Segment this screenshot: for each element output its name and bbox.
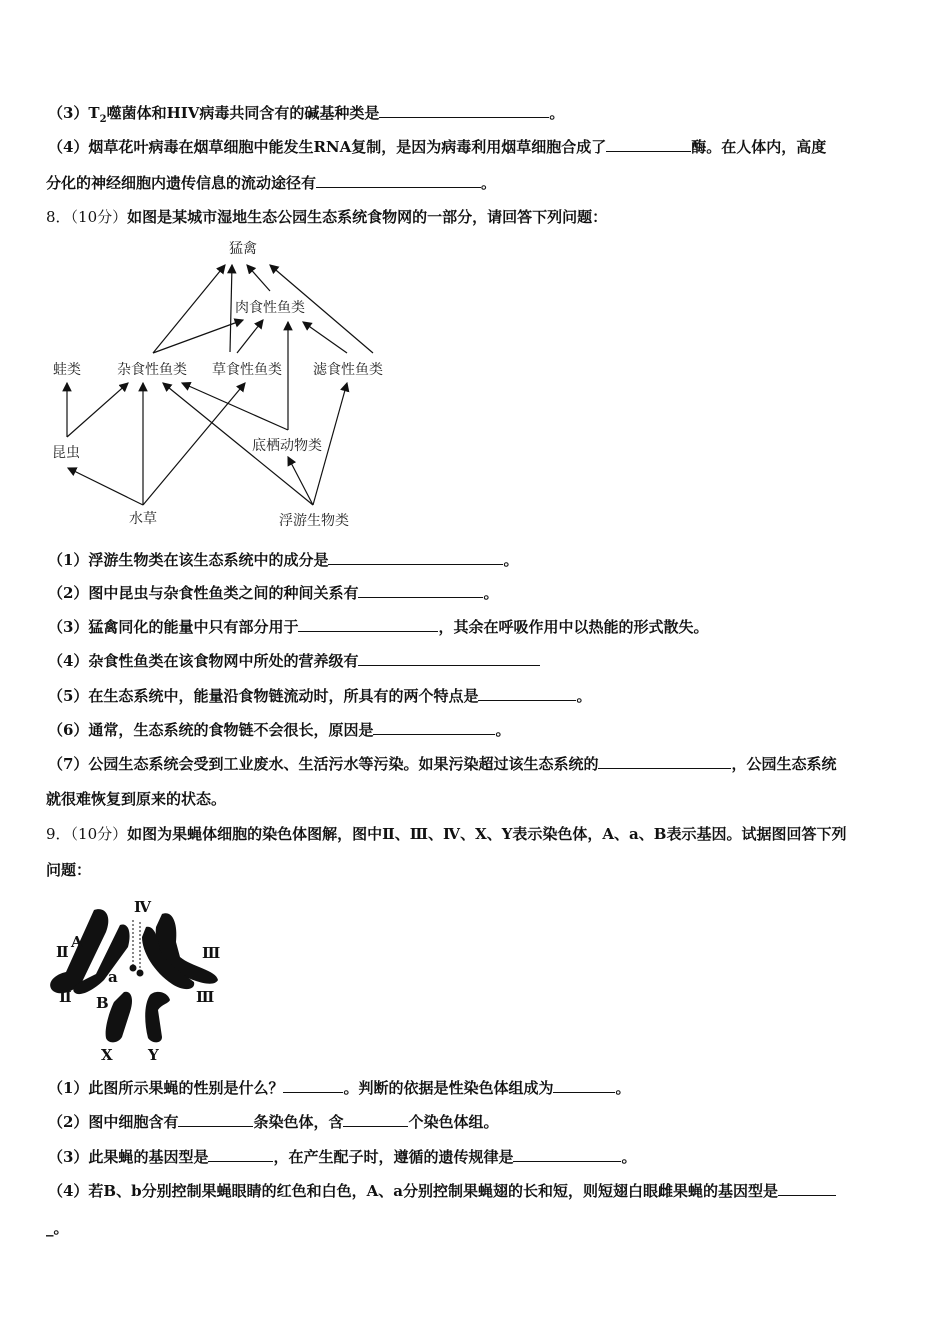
text: 。 [53,1219,69,1237]
label-III-top: Ⅲ [202,944,221,962]
answer-blank[interactable] [208,1147,273,1162]
answer-blank[interactable] [343,1112,408,1127]
text: 。 [621,1148,637,1166]
text: ，公园生态系统 [731,755,837,773]
q8-part6 [48,720,510,740]
answer-blank[interactable] [553,1078,615,1093]
node-raptor: 猛禽 [229,241,257,257]
food-web-arrow [230,265,232,352]
answer-blank[interactable] [298,617,438,632]
text: （3）T [48,104,100,122]
text: （6）通常，生态系统的食物链不会很长，原因是 [48,721,374,739]
text: （1）此图所示果蝇的性别是什么？ [48,1079,284,1097]
text: 。 [576,687,592,705]
text: ，其余在呼吸作用中以热能的形式散失。 [438,618,709,636]
label-III-bottom: Ⅲ [196,988,215,1006]
text: 酶。在人体内，高度 [691,138,827,156]
label-B: B [96,994,109,1012]
food-web-arrow [303,322,347,353]
node-plankton: 浮游生物类 [279,513,349,529]
q8-part4 [48,651,540,671]
node-filter-fish: 滤食性鱼类 [313,362,383,378]
text: 。 [481,174,497,192]
text: 。 [495,721,511,739]
text: 。 [615,1079,631,1097]
text: 。 [483,584,499,602]
q8-part2 [48,583,498,603]
text: （5）在生态系统中，能量沿食物链流动时，所具有的两个特点是 [48,687,479,705]
node-benthos: 底栖动物类 [252,438,322,454]
question-number: 9．（10分） [46,825,128,843]
food-web-arrow [182,383,288,430]
chromosome-X [106,992,132,1043]
text: 噬菌体和HIV病毒共同含有的碱基种类是 [106,104,380,122]
label-II-bottom: Ⅱ [59,988,72,1006]
label-X: X [101,1046,113,1064]
node-omnivore-fish: 杂食性鱼类 [117,362,187,378]
food-web-arrow [237,320,263,353]
node-frog: 蛙类 [53,362,81,378]
text: 。判断的依据是性染色体组成为 [343,1079,554,1097]
node-herbivore-fish: 草食性鱼类 [212,362,282,378]
text: 条染色体，含 [253,1113,344,1131]
label-IV: Ⅳ [134,898,152,916]
food-web-arrow [67,383,128,437]
food-web-arrow [143,383,245,505]
text: _ [46,1219,54,1237]
text: （4）烟草花叶病毒在烟草细胞中能发生RNA复制，是因为病毒利用烟草细胞合成了 [48,138,607,156]
food-web-diagram [0,0,420,540]
text: 就很难恢复到原来的状态。 [46,790,227,808]
label-a: a [108,968,118,986]
chromosome-figure [44,892,226,1064]
node-waterweed: 水草 [129,511,157,527]
q9-title [46,824,846,844]
text: 。 [549,104,565,122]
text: （2）图中昆虫与杂食性鱼类之间的种间关系有 [48,584,359,602]
answer-blank[interactable] [513,1147,621,1162]
text: 问题： [46,861,92,879]
answer-blank[interactable] [178,1112,253,1127]
q9-part1 [48,1078,630,1098]
text: （4）若B、b分别控制果蝇眼睛的红色和白色，A、a分别控制果蝇翅的长和短，则短翅白眼雌果蝇的基因型是 [48,1182,778,1200]
text: （3）此果蝇的基因型是 [48,1148,209,1166]
label-II-top: Ⅱ [56,943,69,961]
food-web-arrow [247,265,270,291]
label-Y: Y [148,1046,159,1064]
answer-blank[interactable] [778,1181,836,1196]
question-text: 如图是某城市湿地生态公园生态系统食物网的一部分，请回答下列问题： [127,208,608,226]
q8-part3 [48,617,708,637]
food-web-arrow [288,457,313,505]
answer-blank[interactable] [373,720,495,735]
food-web-arrow [68,468,143,505]
subscript: 2 [99,114,107,125]
q9-part4-cont [46,1218,69,1238]
question-text: 如图为果蝇体细胞的染色体图解，图中Ⅱ、Ⅲ、Ⅳ、X、Y表示染色体，A、a、B表示基因。试据图回答下列 [127,825,847,843]
answer-blank[interactable] [283,1078,343,1093]
q9-part2 [48,1112,498,1132]
q8-part5 [48,686,591,706]
text: （3）猛禽同化的能量中只有部分用于 [48,618,299,636]
text: 个染色体组。 [408,1113,499,1131]
text: 。 [503,551,519,569]
answer-blank[interactable] [478,686,576,701]
answer-blank[interactable] [328,550,503,565]
q9-part4 [48,1181,836,1201]
text: （2）图中细胞含有 [48,1113,179,1131]
answer-blank[interactable] [598,754,731,769]
q8-part7 [48,754,836,774]
text: （4）杂食性鱼类在该食物网中所处的营养级有 [48,652,359,670]
answer-blank[interactable] [358,583,483,598]
chromosome-Y [145,992,170,1043]
q8-part7-cont [46,789,226,809]
node-insect: 昆虫 [52,445,80,461]
answer-blank[interactable] [358,651,540,666]
text: （1）浮游生物类在该生态系统中的成分是 [48,551,329,569]
text: ，在产生配子时，遵循的遗传规律是 [273,1148,514,1166]
label-A: A [71,933,83,951]
answer-blank[interactable] [606,137,691,152]
q8-part1 [48,550,518,570]
q9-title-cont [46,860,91,880]
q9-part3 [48,1147,636,1167]
text: 分化的神经细胞内遗传信息的流动途径有 [46,174,317,192]
question-number: 8．（10分） [46,208,128,226]
node-carnivore-fish: 肉食性鱼类 [235,300,305,316]
text: （7）公园生态系统会受到工业废水、生活污水等污染。如果污染超过该生态系统的 [48,755,599,773]
